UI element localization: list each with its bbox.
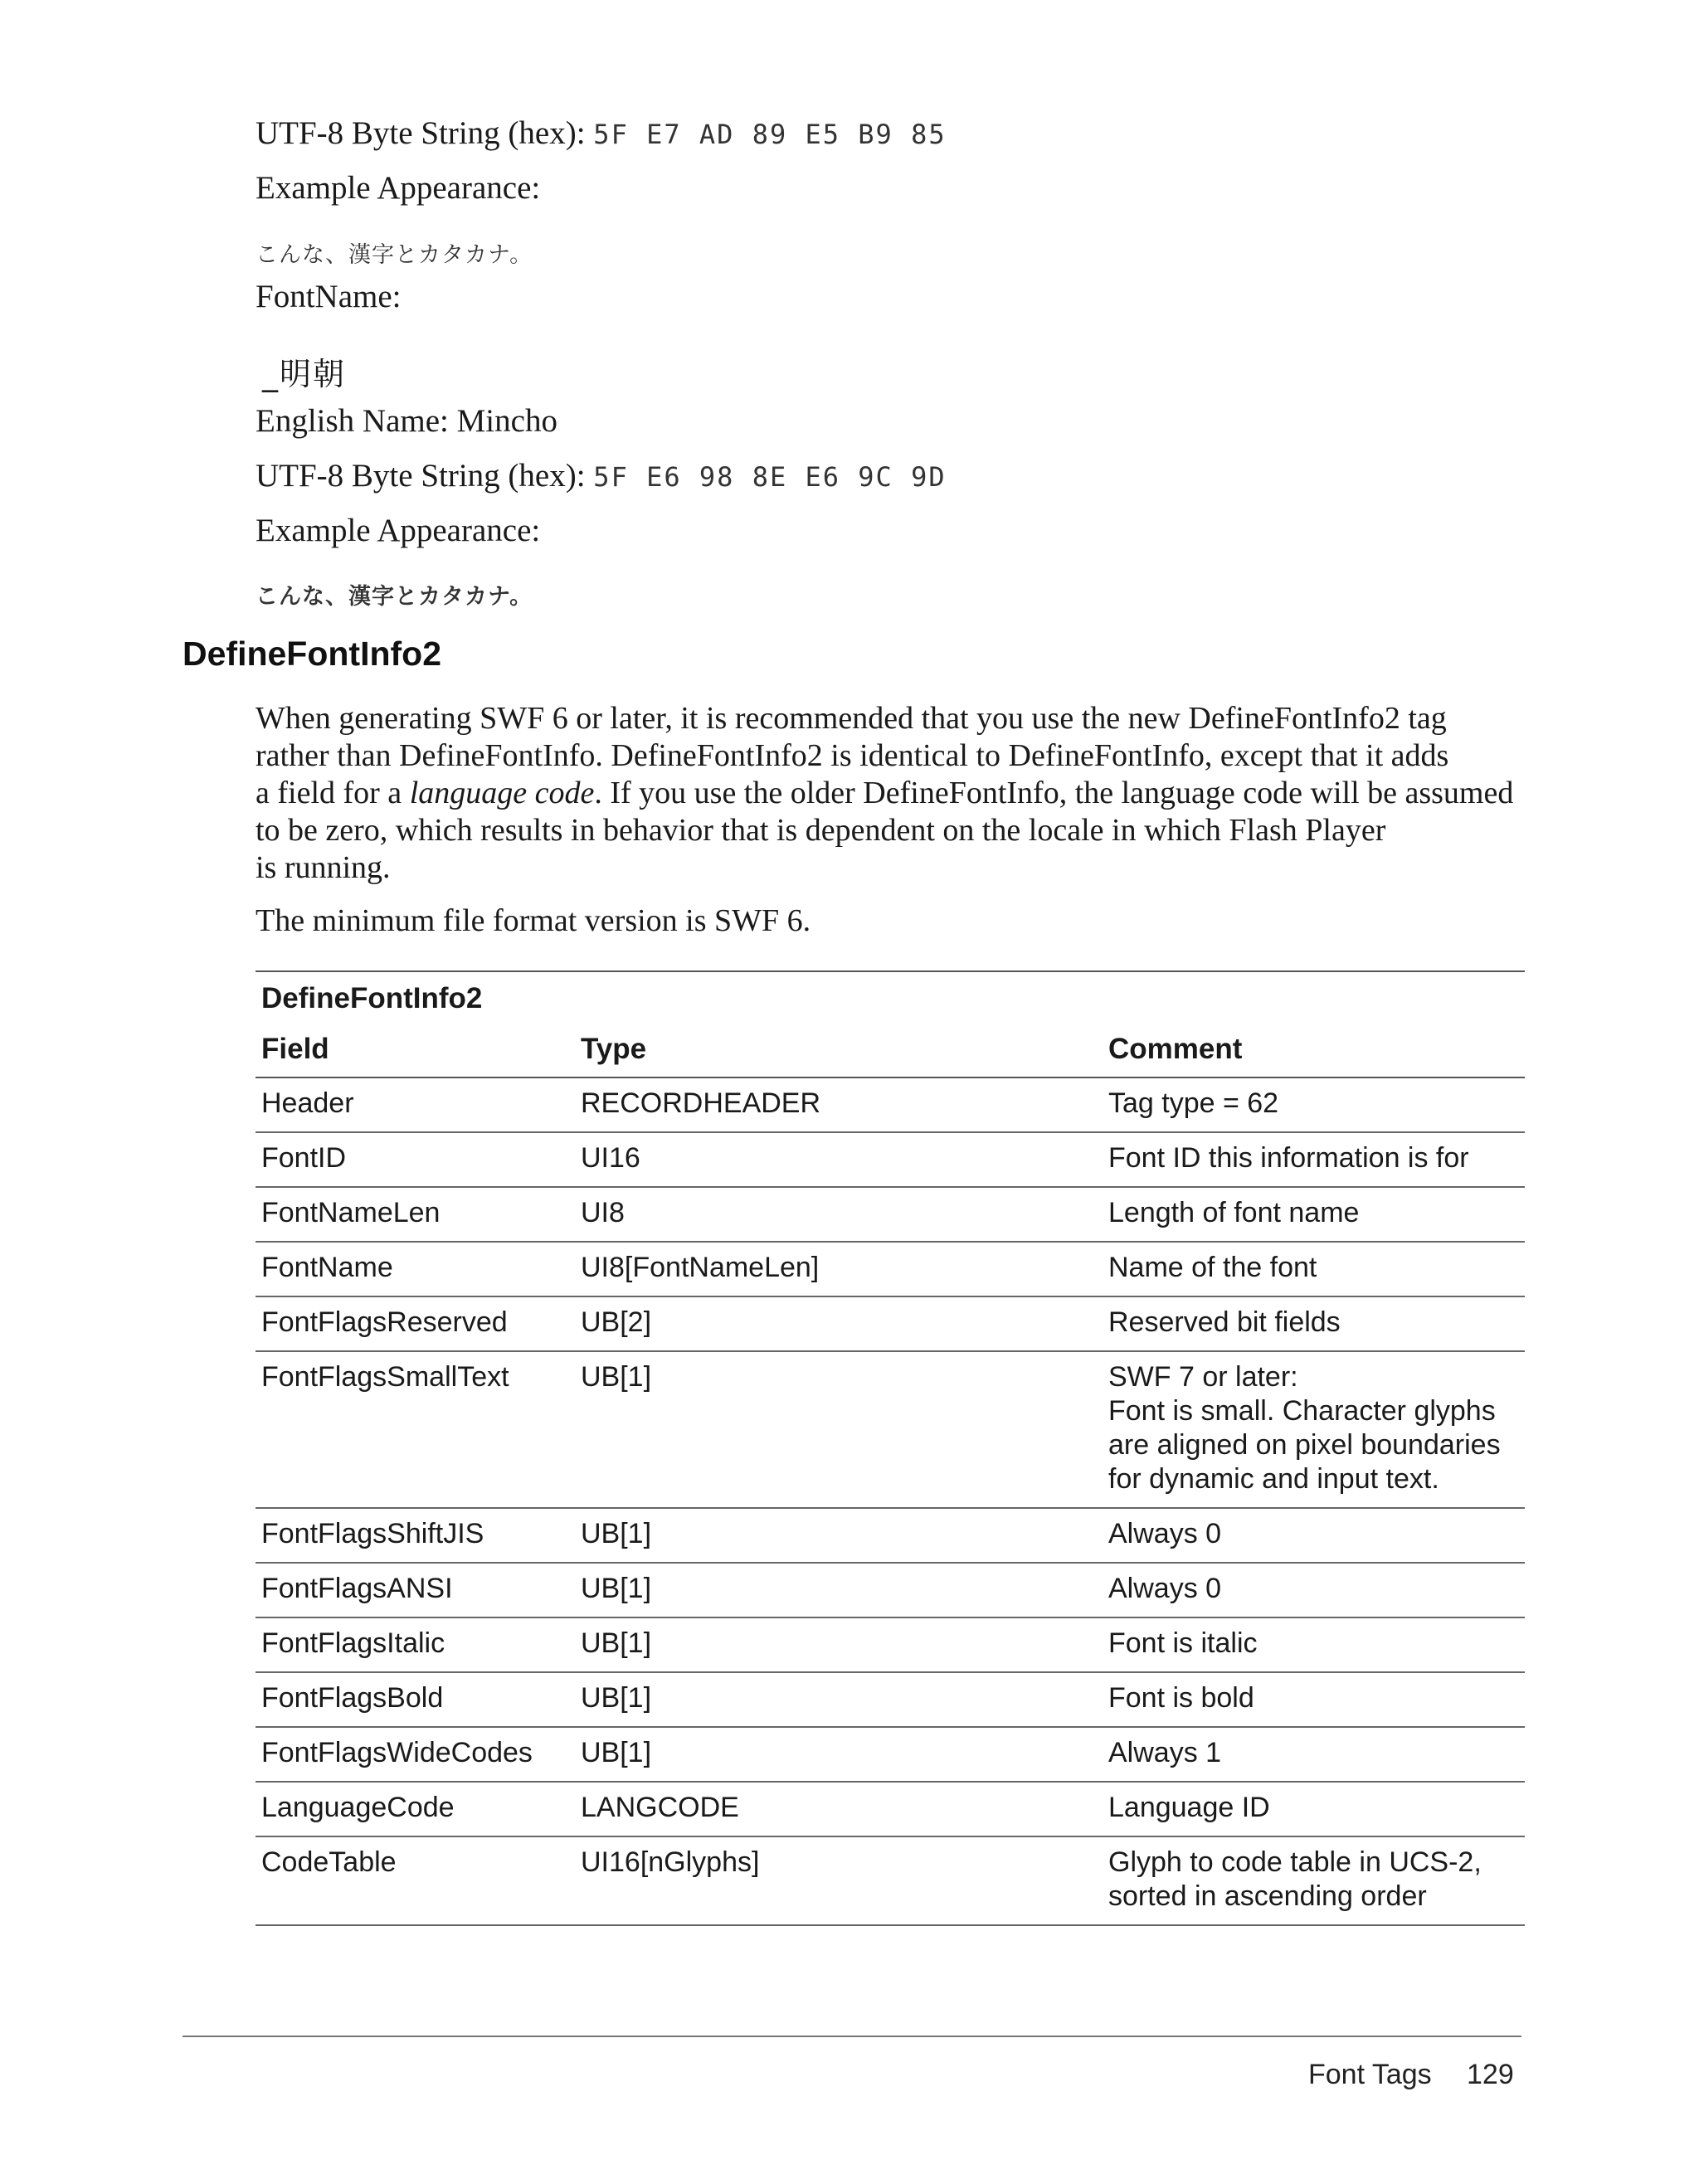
cell-type: UB[1] (581, 1518, 652, 1549)
paragraph-line: is running. (256, 850, 391, 885)
paragraph-line: When generating SWF 6 or later, it is recommended that you use the new DefineFontInfo2 tag (256, 701, 1447, 736)
header-comment: Comment (1108, 1033, 1243, 1065)
comment-line: Font is small. Character glyphs (1108, 1395, 1496, 1427)
version-paragraph: The minimum file format version is SWF 6. (256, 903, 811, 938)
cell-comment (1108, 1673, 1525, 1726)
cell-type: UB[1] (581, 1682, 652, 1714)
cell-comment (1108, 1728, 1525, 1781)
example-appearance-sample: こんな、漢字とカタカナ。 (256, 584, 533, 610)
comment-line: Length of font name (1108, 1197, 1360, 1228)
english-name: English Name: Mincho (256, 403, 557, 439)
footer-rule (183, 2036, 1521, 2037)
cell-field: FontFlagsBold (261, 1682, 444, 1714)
comment-line: Reserved bit fields (1108, 1306, 1341, 1338)
table-row (256, 1352, 1525, 1509)
table-row (256, 1783, 1525, 1837)
comment-line: for dynamic and input text. (1108, 1463, 1439, 1495)
comment-line: Always 0 (1108, 1518, 1222, 1549)
table-caption: DefineFontInfo2 (261, 982, 483, 1014)
page-number: 129 (1467, 2059, 1514, 2090)
intro-paragraph (256, 700, 1525, 887)
emphasis-language-code: language code (409, 776, 595, 810)
cell-field: FontFlagsShiftJIS (261, 1518, 484, 1549)
utf8-label: UTF-8 Byte String (hex): (256, 115, 594, 151)
table-header-row (256, 1024, 1525, 1078)
comment-line: Font is italic (1108, 1627, 1258, 1659)
table-row (256, 1564, 1525, 1618)
paragraph-line (256, 775, 1525, 812)
cell-comment (1108, 1783, 1525, 1836)
header-field: Field (261, 1033, 329, 1065)
paragraph-line: rather than DefineFontInfo. DefineFontInfo2 is identical to DefineFontInfo, except that it adds (256, 738, 1449, 773)
cell-comment (1108, 1078, 1525, 1131)
paragraph-line: to be zero, which results in behavior that is dependent on the locale in which Flash Player (256, 813, 1386, 848)
example-appearance-label: Example Appearance: (256, 170, 541, 206)
cell-type: UB[1] (581, 1573, 652, 1604)
example-appearance-sample: こんな、漢字とカタカナ。 (256, 242, 533, 268)
table-row (256, 1673, 1525, 1728)
table-row (256, 1837, 1525, 1926)
table-body (256, 1078, 1525, 1926)
cell-field: FontFlagsReserved (261, 1306, 508, 1338)
fontname-label: FontName: (256, 279, 402, 314)
cell-comment (1108, 1352, 1525, 1507)
comment-line: are aligned on pixel boundaries (1108, 1429, 1501, 1461)
comment-line: Glyph to code table in UCS-2, (1108, 1846, 1482, 1878)
cell-field: FontNameLen (261, 1197, 441, 1228)
cell-field: FontID (261, 1142, 347, 1174)
utf8-hex-value: 5F E7 AD 89 E5 B9 85 (593, 119, 947, 150)
comment-line: Always 1 (1108, 1737, 1222, 1768)
cell-type: RECORDHEADER (581, 1087, 821, 1119)
cell-type: UI16 (581, 1142, 640, 1174)
table-row (256, 1509, 1525, 1564)
table-row (256, 1618, 1525, 1673)
comment-line: Tag type = 62 (1108, 1087, 1279, 1119)
cell-type: UI16[nGlyphs] (581, 1846, 760, 1878)
comment-line: SWF 7 or later: (1108, 1361, 1298, 1393)
comment-line: Name of the font (1108, 1252, 1317, 1283)
comment-line: Font is bold (1108, 1682, 1254, 1714)
define-font-info2-table (256, 970, 1525, 1926)
cell-type: UB[1] (581, 1737, 652, 1768)
comment-line: sorted in ascending order (1108, 1880, 1427, 1912)
utf8-line-1 (256, 114, 1525, 154)
cell-comment (1108, 1188, 1525, 1241)
header-type: Type (581, 1033, 647, 1065)
text-run: . If you use the older DefineFontInfo, the language code will be assumed (594, 776, 1514, 810)
cell-comment (1108, 1618, 1525, 1671)
cell-type: UB[2] (581, 1306, 652, 1338)
cell-field: FontFlagsWideCodes (261, 1737, 533, 1768)
table-row (256, 1728, 1525, 1783)
cell-field: CodeTable (261, 1846, 397, 1878)
comment-line: Font ID this information is for (1108, 1142, 1469, 1174)
text-run: a field for a (256, 776, 410, 810)
cell-comment (1108, 1837, 1525, 1924)
cell-comment (1108, 1509, 1525, 1562)
comment-line: Language ID (1108, 1792, 1270, 1823)
table-row (256, 1133, 1525, 1188)
section-heading: DefineFontInfo2 (183, 635, 442, 673)
comment-line: Always 0 (1108, 1573, 1222, 1604)
cell-field: FontFlagsANSI (261, 1573, 453, 1604)
cell-comment (1108, 1297, 1525, 1350)
cell-type: LANGCODE (581, 1792, 739, 1823)
cell-type: UB[1] (581, 1361, 652, 1393)
cell-field: LanguageCode (261, 1792, 455, 1823)
fontname-value: _明朝 (262, 356, 347, 392)
utf8-hex-value: 5F E6 98 8E E6 9C 9D (593, 461, 947, 493)
footer-section-name: Font Tags (1308, 2059, 1432, 2090)
cell-field: FontFlagsItalic (261, 1627, 445, 1659)
utf8-line-2 (256, 456, 1525, 497)
cell-type: UI8[FontNameLen] (581, 1252, 820, 1283)
table-row (256, 1243, 1525, 1297)
example-appearance-label: Example Appearance: (256, 513, 541, 548)
cell-field: FontFlagsSmallText (261, 1361, 509, 1393)
cell-type: UB[1] (581, 1627, 652, 1659)
cell-type: UI8 (581, 1197, 625, 1228)
table-row (256, 1188, 1525, 1243)
table-row (256, 1078, 1525, 1133)
cell-comment (1108, 1564, 1525, 1617)
table-row (256, 1297, 1525, 1352)
cell-field: FontName (261, 1252, 393, 1283)
cell-field: Header (261, 1087, 354, 1119)
cell-comment (1108, 1133, 1525, 1186)
utf8-label: UTF-8 Byte String (hex): (256, 458, 594, 494)
cell-comment (1108, 1243, 1525, 1296)
